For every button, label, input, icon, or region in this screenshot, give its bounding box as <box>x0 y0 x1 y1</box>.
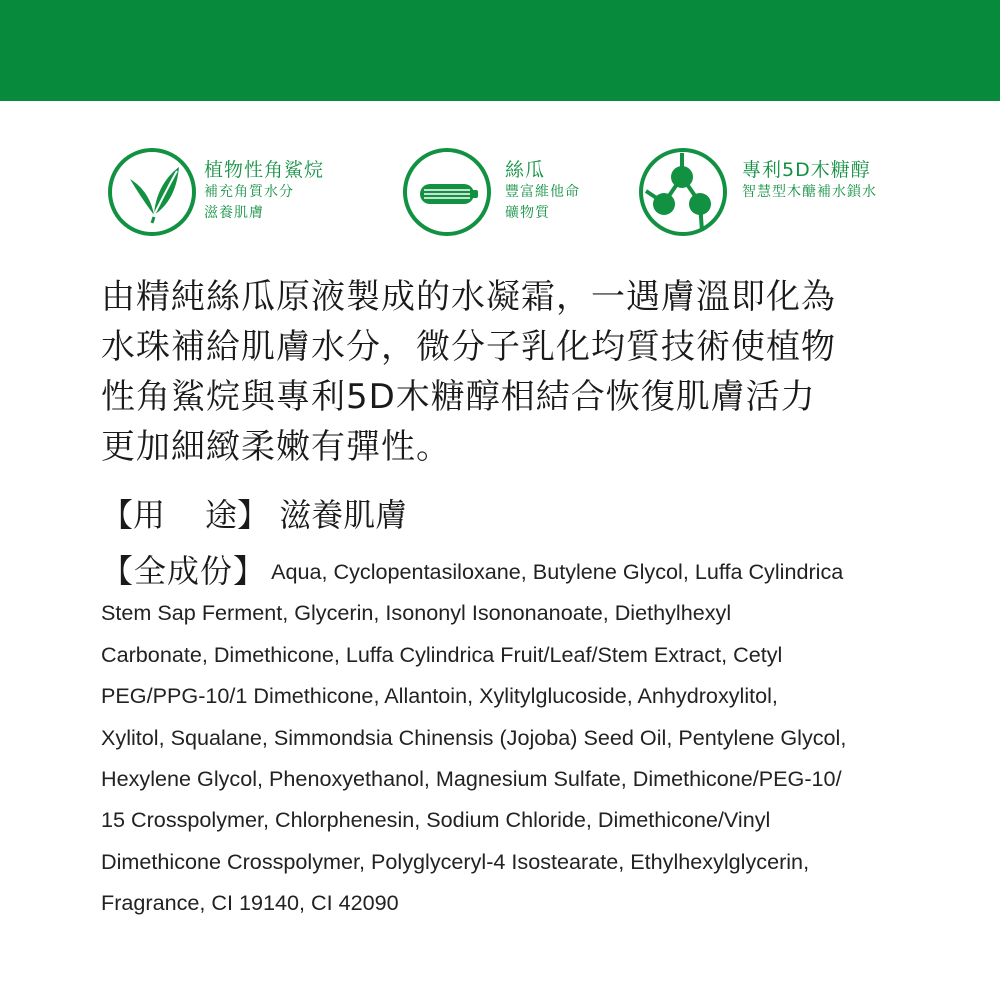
product-description <box>101 272 971 472</box>
ingredient-text: Dimethicone Crosspolymer, Polyglyceryl-4 Isostearate, Ethylhexylglycerin, <box>101 848 810 874</box>
ingredient-line <box>101 840 846 881</box>
ingredient-text: Hexylene Glycol, Phenoxyethanol, Magnesium Sulfate, Dimethicone/PEG-10/ <box>101 765 842 791</box>
ingredient-text: Stem Sap Ferment, Glycerin, Isononyl Isononanoate, Diethylhexyl <box>101 600 732 626</box>
ingredients-block <box>101 550 846 923</box>
usage-label-open: 【用 <box>101 496 166 534</box>
description-line: 由精純絲瓜原液製成的水凝霜，一遇膚溫即化為 <box>101 277 836 317</box>
ingredient-text: 15 Crosspolymer, Chlorphenesin, Sodium Chloride, Dimethicone/Vinyl <box>101 807 771 833</box>
molecule-icon <box>638 147 728 237</box>
feature-title: 植物性角鯊烷 <box>204 159 325 181</box>
ingredient-text: PEG/PPG-10/1 Dimethicone, Allantoin, Xylitylglucoside, Anhydroxylitol, <box>101 682 778 708</box>
ingredients-label: 【全成份】 <box>101 551 267 590</box>
description-line: 更加細緻柔嫩有彈性。 <box>101 427 451 467</box>
feature-text <box>742 159 877 203</box>
ingredient-line <box>101 674 846 715</box>
feature-subline: 滋養肌膚 <box>204 205 264 221</box>
ingredient-text: Aqua, Cyclopentasiloxane, Butylene Glycol, Luffa Cylindrica <box>271 558 844 584</box>
usage-label-close: 途】 <box>205 496 270 534</box>
ingredient-text: Carbonate, Dimethicone, Luffa Cylindrica Fruit/Leaf/Stem Extract, Cetyl <box>101 641 783 667</box>
ingredient-text: Xylitol, Squalane, Simmondsia Chinensis (Jojoba) Seed Oil, Pentylene Glycol, <box>101 724 847 750</box>
ingredient-line <box>101 757 846 798</box>
description-line: 性角鯊烷與專利5D木糖醇相結合恢復肌膚活力 <box>101 377 816 417</box>
feature-subline: 豐富維他命 <box>505 184 580 200</box>
feature-text <box>505 159 580 224</box>
ingredient-line <box>101 550 846 591</box>
feature-title: 絲瓜 <box>505 159 546 181</box>
luffa-icon <box>402 147 492 237</box>
ingredient-line <box>101 591 846 632</box>
description-line: 水珠補給肌膚水分，微分子乳化均質技術使植物 <box>101 327 836 367</box>
top-green-band <box>0 0 1000 101</box>
feature-subline: 礦物質 <box>505 205 550 221</box>
ingredient-line <box>101 798 846 839</box>
feature-title: 專利5D木糖醇 <box>742 159 871 181</box>
usage-row <box>101 492 407 538</box>
ingredient-line <box>101 633 846 674</box>
feature-subline: 補充角質水分 <box>204 184 294 200</box>
ingredient-text: Fragrance, CI 19140, CI 42090 <box>101 889 399 915</box>
ingredient-line <box>101 716 846 757</box>
leaf-icon <box>107 147 197 237</box>
feature-subline: 智慧型木醣補水鎖水 <box>742 184 877 200</box>
usage-value: 滋養肌膚 <box>279 496 408 534</box>
ingredient-line <box>101 881 846 922</box>
feature-text <box>204 159 324 224</box>
